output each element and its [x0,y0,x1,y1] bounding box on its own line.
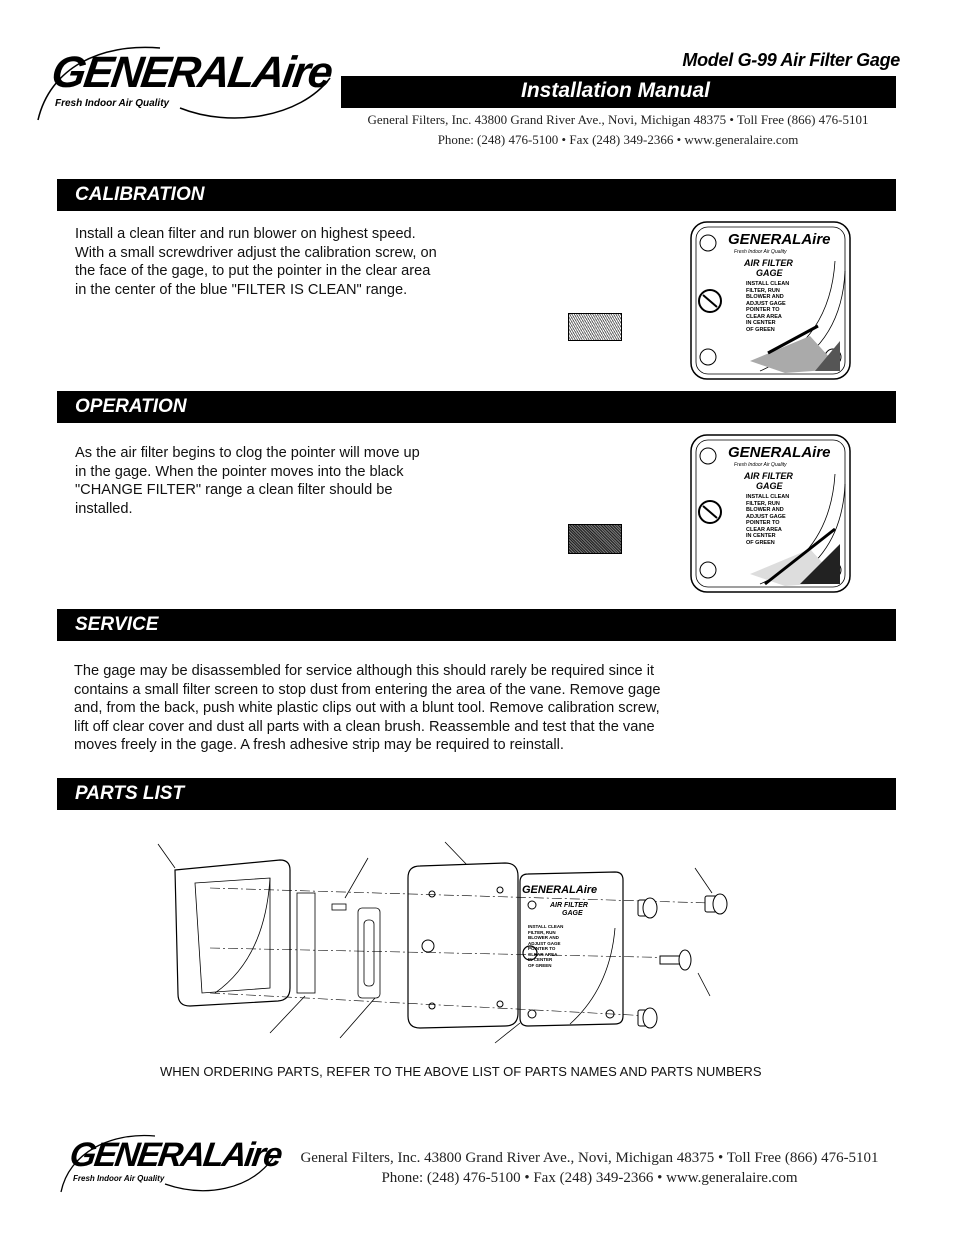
gage-label: AIR FILTER [744,471,793,481]
page-title: Installation Manual [521,79,711,102]
ordering-note: WHEN ORDERING PARTS, REFER TO THE ABOVE LIST OF PARTS NAMES AND PARTS NUMBERS [160,1064,762,1079]
calibration-text [75,225,495,299]
gage-instruction-line: FILTER, RUN [528,929,556,935]
text-line: in the center of the blue "FILTER IS CLEAN" range. [75,281,408,298]
exploded-view-icon [150,838,750,1053]
logo-tagline: Fresh Indoor Air Quality [55,98,170,109]
gage-tagline: Fresh Indoor Air Quality [734,249,787,255]
gage-label: AIR FILTER [744,258,793,268]
footer-logo [55,1128,285,1194]
gage-instruction-line: INSTALL CLEAN [746,281,790,287]
section-title: CALIBRATION [75,184,205,205]
gage-instruction-line: BLOWER AND [528,935,559,940]
gage-instruction-line: FILTER, RUN [746,500,780,507]
section-title: OPERATION [75,396,187,417]
gage-instruction-line: CLEAR AREA [746,313,782,320]
text-line: Install a clean filter and run blower on highest speed. [75,226,416,242]
diagram-gage-label: GAGE [562,910,583,917]
change-range-swatch [568,524,622,554]
diagram-gage-label: AIR FILTER [550,902,588,909]
gage-label: GAGE [756,268,783,278]
text-line: "CHANGE FILTER" range a clean filter should be [75,482,393,498]
gage-instruction-line: ADJUST GAGE [746,300,786,307]
text-line: and, from the back, push white plastic clips out with a blunt tool. Remove calibration screw, [74,700,660,716]
footer-address-line2: Phone: (248) 476-5100 • Fax (248) 349-2366 • www.generalaire.com [381,1170,798,1186]
gage-label: GAGE [756,481,783,491]
gage-instruction-line: POINTER TO [746,307,780,313]
text-line: The gage may be disassembled for service although this should rarely be required since it [74,663,655,679]
gage-instruction-line: IN CENTER [528,957,553,962]
parts-exploded-diagram [150,838,750,1058]
gage-instruction-line: CLEAR AREA [528,951,558,957]
gage-instruction-line: FILTER, RUN [746,287,780,294]
logo-text: GENERALAire [48,48,335,97]
gage-instruction-line: ADJUST GAGE [528,940,561,946]
section-header-parts-list [57,778,896,810]
gage-instruction-line: IN CENTER [746,533,776,539]
text-line: installed. [75,500,133,517]
section-title: SERVICE [75,614,159,635]
gage-instruction-line: OF GREEN [746,539,775,546]
diagram-gage-instructions [528,924,563,968]
diagram-gage-brand: GENERALAire [522,884,598,896]
text-line: lift off clear cover and dust all parts with a clean brush. Reassemble and test that the vane [74,718,655,735]
gage-brand: GENERALAire [728,444,831,461]
gage-instruction-line: BLOWER AND [746,294,784,300]
gage-instruction-line: INSTALL CLEAN [528,924,564,929]
header-logo [30,38,350,122]
gage-illustration-dirty [690,434,852,599]
text-line: contains a small filter screen to stop dust from entering the area of the vane. Remove gage [74,681,661,698]
gage-instructions [746,281,789,333]
gage-instruction-line: ADJUST GAGE [746,513,786,520]
gage-illustration-clean [690,221,852,386]
gage-instruction-line: POINTER TO [528,946,556,951]
footer-logo-tagline: Fresh Indoor Air Quality [73,1174,165,1183]
operation-text [75,444,495,518]
gage-brand: GENERALAire [728,231,831,248]
gage-tagline: Fresh Indoor Air Quality [734,462,787,468]
gage-instruction-line: INSTALL CLEAN [746,494,790,500]
section-title: PARTS LIST [75,783,185,804]
clean-range-swatch [568,313,622,341]
header-address-line1: General Filters, Inc. 43800 Grand River Ave., Novi, Michigan 48375 • Toll Free (866) 476-5101 [367,112,869,127]
header-address-line2: Phone: (248) 476-5100 • Fax (248) 349-2366 • www.generalaire.com [437,132,799,147]
text-line: With a small screwdriver adjust the calibration screw, on [75,244,437,261]
footer-address-line1: General Filters, Inc. 43800 Grand River Ave., Novi, Michigan 48375 • Toll Free (866) 476-5101 [300,1150,879,1166]
section-header-service [57,609,896,641]
section-header-calibration [57,179,896,211]
model-title: Model G-99 Air Filter Gage [682,50,900,70]
text-line: the face of the gage, to put the pointer in the clear area [75,263,431,279]
gage-instructions [746,494,789,546]
gage-instruction-line: POINTER TO [746,520,780,526]
gage-instruction-line: BLOWER AND [746,507,784,513]
gage-instruction-line: OF GREEN [528,962,552,968]
gage-instruction-line: OF GREEN [746,326,775,333]
section-header-operation [57,391,896,423]
gage-instruction-line: CLEAR AREA [746,526,782,533]
text-line: As the air filter begins to clog the pointer will move up [75,445,420,461]
gage-instruction-line: IN CENTER [746,320,776,326]
footer-logo-text: GENERALAire [67,1136,284,1174]
title-bar [341,76,896,108]
text-line: moves freely in the gage. A fresh adhesive strip may be required to reinstall. [74,737,564,753]
text-line: in the gage. When the pointer moves into the black [75,463,404,480]
service-text [74,662,774,755]
